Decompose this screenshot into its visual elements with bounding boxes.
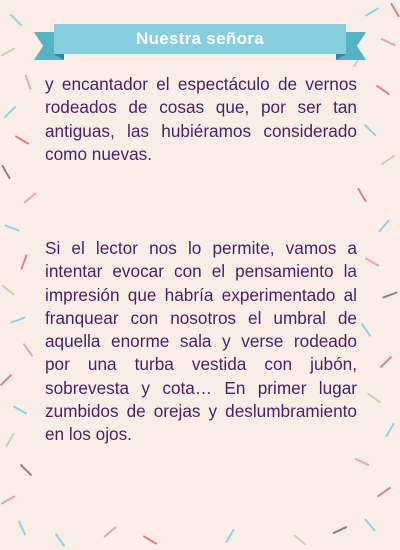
- confetti-piece: [16, 137, 28, 144]
- confetti-piece: [56, 534, 64, 545]
- confetti-piece: [25, 194, 36, 203]
- confetti-piece: [3, 286, 14, 295]
- confetti-piece: [26, 75, 31, 88]
- confetti-piece: [380, 221, 389, 232]
- confetti-piece: [381, 357, 391, 367]
- confetti-piece: [334, 527, 347, 533]
- confetti-piece: [382, 156, 393, 164]
- confetti-piece: [378, 488, 389, 496]
- confetti-piece: [19, 522, 25, 535]
- confetti-piece: [366, 9, 378, 16]
- confetti-piece: [377, 86, 388, 94]
- confetti-piece: [11, 15, 21, 25]
- confetti-piece: [366, 259, 378, 266]
- confetti-piece: [227, 530, 234, 542]
- confetti-piece: [14, 407, 26, 414]
- body-paragraph-2: Si el lector nos lo permite, vamos a intentar evocar con el pensamiento la impresión que habría experimentado al franquear con nosotros el umbral de aquella enorme sala y verse rodeado por una turba vestida con jubón, sobrevesta y cota… En primer lugar zumbidos de orejas y deslumbramiento en los ojos.: [45, 238, 357, 445]
- confetti-piece: [365, 125, 375, 135]
- confetti-piece: [3, 166, 10, 178]
- confetti-piece: [387, 424, 394, 436]
- confetti-piece: [24, 344, 32, 355]
- confetti-piece: [383, 293, 396, 298]
- confetti-piece: [21, 465, 31, 475]
- confetti-piece: [362, 324, 370, 335]
- confetti-piece: [5, 226, 18, 231]
- confetti-piece: [5, 107, 15, 117]
- confetti-piece: [1, 375, 11, 385]
- confetti-piece: [356, 459, 369, 465]
- confetti-piece: [2, 49, 14, 56]
- confetti-piece: [105, 528, 116, 537]
- confetti-piece: [359, 189, 366, 201]
- confetti-piece: [366, 520, 375, 531]
- page-title: Nuestra señora: [54, 24, 346, 54]
- confetti-piece: [382, 39, 395, 45]
- body-paragraph-1: y encantador el espectáculo de vernos rodeados de cosas que, por ser tan antiguas, las hubiéramos considerado como nuevas.: [45, 74, 357, 164]
- confetti-piece: [295, 536, 306, 545]
- confetti-piece: [22, 255, 27, 268]
- confetti-piece: [7, 434, 14, 446]
- confetti-piece: [392, 4, 399, 16]
- confetti-piece: [144, 537, 156, 544]
- confetti-piece: [368, 394, 379, 402]
- confetti-piece: [2, 497, 14, 504]
- title-banner: [34, 24, 366, 60]
- confetti-piece: [11, 318, 24, 323]
